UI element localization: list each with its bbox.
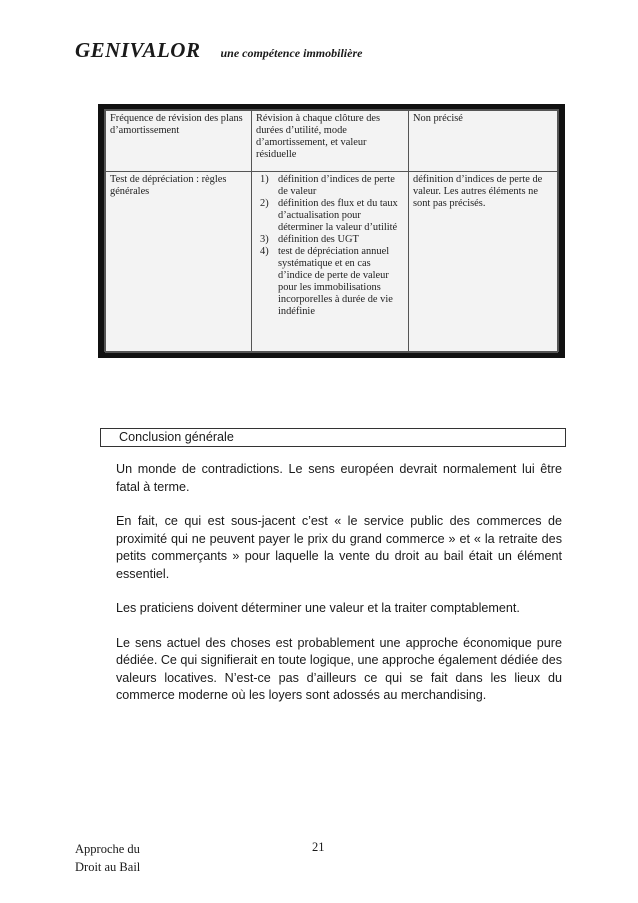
- brand-name: GENIVALOR: [75, 38, 201, 62]
- list-item: [256, 174, 404, 198]
- paragraph: En fait, ce qui est sous-jacent c’est « le service public des commerces de proximité qui ne peuvent payer le prix du grand commerce » et « la retraite des petits commerçants » pour laquelle la vente du droit au bail était un élément essentiel.: [116, 514, 562, 581]
- footer-line: Approche du: [75, 842, 140, 856]
- section-title: Conclusion générale: [119, 430, 234, 444]
- paragraph: Les praticiens doivent déterminer une valeur et la traiter comptablement.: [116, 601, 520, 615]
- comparison-table: [105, 110, 558, 353]
- conclusion-body: [116, 461, 562, 722]
- list-item: [256, 198, 404, 234]
- list-item-text: test de dépréciation annuel systématique et en cas d’indice de perte de valeur pour les immobilisations incorporelles à durée de vie indéfinie: [278, 246, 393, 317]
- table-cell: définition d’indices de perte de valeur. Les autres éléments ne sont pas précisés.: [409, 172, 558, 353]
- table-row: [106, 111, 558, 172]
- table-cell: Fréquence de révision des plans d’amortissement: [106, 111, 252, 172]
- list-item-number: 1): [260, 174, 269, 185]
- list-item-number: 3): [260, 234, 269, 245]
- table-cell: Test de dépréciation : règles générales: [106, 172, 252, 353]
- list-item-text: définition des flux et du taux d’actualisation pour déterminer la valeur d’utilité: [278, 198, 398, 233]
- table-row: [106, 172, 558, 353]
- table-cell: Révision à chaque clôture des durées d’utilité, mode d’amortissement, et valeur résiduelle: [252, 111, 409, 172]
- paragraph: Le sens actuel des choses est probablement une approche économique pure dédiée. Ce qui signifierait en toute logique, une approche également dédiée des valeurs locatives. N’est-ce pas d’ailleurs ce qui se fait dans les lieux du commerce moderne où les loyers sont adossés au merchandising.: [116, 635, 563, 702]
- table-cell: Non précisé: [409, 111, 558, 172]
- list-item-text: définition des UGT: [278, 234, 359, 245]
- list-item: [256, 246, 404, 318]
- paragraph: Un monde de contradictions. Le sens européen devrait normalement lui être fatal à terme.: [116, 462, 562, 494]
- brand-tagline: une compétence immobilière: [220, 46, 363, 60]
- scanned-table-image: [98, 104, 565, 358]
- section-title-box: [100, 428, 566, 447]
- page-number: 21: [312, 840, 325, 854]
- table-cell: [252, 172, 409, 353]
- scanned-table-page: [104, 109, 559, 352]
- steps-list: [256, 174, 404, 318]
- page-header: [75, 38, 362, 63]
- list-item-number: 2): [260, 198, 269, 209]
- list-item: [256, 234, 404, 246]
- footer-line: Droit au Bail: [75, 860, 141, 874]
- footer-document-title: [75, 840, 140, 876]
- list-item-text: définition d’indices de perte de valeur: [278, 174, 395, 197]
- list-item-number: 4): [260, 246, 269, 257]
